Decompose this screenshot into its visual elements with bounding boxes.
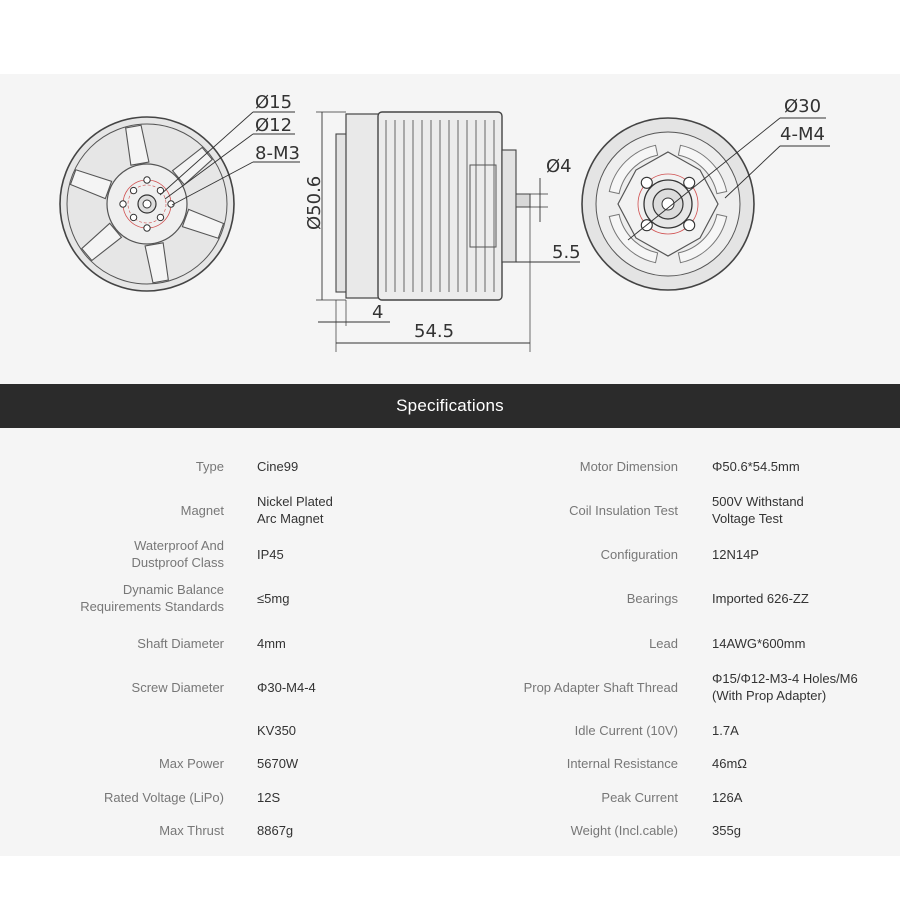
spec-right-value-line: Φ15/Φ12-M3-4 Holes/M6 [712,671,858,686]
spec-left-value-line: Φ30-M4-4 [257,680,316,695]
spec-right-label-line: Bearings [626,591,678,606]
spec-left-label [24,822,224,839]
spec-right-value-line: Imported 626-ZZ [712,591,809,606]
front-dim-2: Ø12 [255,115,293,136]
spec-left-label [24,679,224,696]
spec-right-value-line: 12N14P [712,547,759,562]
spec-left-value-line: Arc Magnet [257,511,324,526]
spec-right-value [712,722,897,739]
spec-left-value-line: 12S [257,790,281,805]
specifications-header [0,384,900,428]
spec-left-value-line: 8867g [257,823,294,838]
rear-dim-2: 4-M4 [780,124,825,145]
spec-left-label-line: Shaft Diameter [137,636,224,651]
side-dim-length: 54.5 [414,321,455,342]
spec-right-label-line: Prop Adapter Shaft Thread [523,680,678,695]
spec-right-label-line: Peak Current [601,790,678,805]
spec-right-label [438,679,678,696]
spec-right-label-line: Coil Insulation Test [569,503,678,518]
spec-right-value [712,546,897,563]
spec-right-label [438,502,678,519]
side-dim-shaft: Ø4 [546,156,572,177]
spec-right-label [438,590,678,607]
front-dim-3: 8-M3 [255,143,300,164]
spec-right-value [712,458,897,475]
side-dim-base: 4 [372,302,384,323]
spec-left-label [24,755,224,772]
spec-left-value [257,493,457,527]
spec-right-value-line: 1.7A [712,723,739,738]
spec-right-label [438,789,678,806]
spec-left-label [24,581,224,615]
page-footer-space [0,856,900,900]
spec-right-value [712,670,897,704]
spec-right-value-line: 355g [712,823,741,838]
spec-left-value [257,722,457,739]
spec-right-value-line: 500V Withstand [712,494,804,509]
spec-right-value-line: 126A [712,790,743,805]
spec-left-value [257,789,457,806]
spec-left-value [257,755,457,772]
specifications-title: Specifications [396,396,504,415]
spec-left-value-line: IP45 [257,547,284,562]
spec-right-value-line: 14AWG*600mm [712,636,806,651]
front-dim-1: Ø15 [255,92,293,113]
technical-drawing [0,74,900,384]
specifications-table [0,428,900,856]
spec-left-label-line: Rated Voltage (LiPo) [104,790,224,805]
spec-right-label-line: Motor Dimension [579,459,678,474]
side-dim-shaft-length: 5.5 [552,242,581,263]
spec-left-label-line: Dynamic Balance [122,582,224,597]
spec-left-label-line: Magnet [180,503,224,518]
spec-right-label-line: Configuration [600,547,678,562]
spec-left-label-line: Requirements Standards [80,599,224,614]
spec-right-value-line: 46mΩ [712,756,748,771]
spec-right-label [438,722,678,739]
spec-right-label [438,635,678,652]
spec-left-value [257,635,457,652]
spec-right-label-line: Lead [649,636,678,651]
spec-left-label [24,458,224,475]
spec-left-label [24,635,224,652]
spec-left-value [257,546,457,563]
spec-left-value-line: KV350 [257,723,297,738]
spec-left-value-line: Nickel Plated [257,494,333,509]
spec-right-label [438,755,678,772]
spec-right-label [438,458,678,475]
spec-right-value-line: Φ50.6*54.5mm [712,459,800,474]
rear-dim-1: Ø30 [784,96,822,117]
spec-left-value [257,679,457,696]
spec-left-value-line: 4mm [257,636,286,651]
spec-right-label-line: Weight (Incl.cable) [570,823,678,838]
spec-right-value [712,789,897,806]
spec-left-label-line: Screw Diameter [131,680,224,695]
spec-left-label [24,502,224,519]
rear-view [582,96,830,290]
spec-left-label-line: Dustproof Class [131,555,224,570]
spec-right-value [712,635,897,652]
spec-right-label-line: Idle Current (10V) [574,723,678,738]
spec-right-label-line: Internal Resistance [566,756,678,771]
spec-right-value-line: Voltage Test [712,511,783,526]
spec-right-value [712,755,897,772]
motor-drawings-svg [0,0,900,384]
spec-right-label [438,822,678,839]
spec-left-label-line: Waterproof And [134,538,224,553]
spec-left-value-line: ≤5mg [257,591,290,606]
front-view [60,92,300,291]
spec-left-label-line: Max Thrust [159,823,224,838]
spec-left-label-line: Max Power [158,756,224,771]
spec-left-value [257,590,457,607]
spec-left-value-line: 5670W [257,756,299,771]
spec-right-value [712,822,897,839]
spec-right-value [712,590,897,607]
spec-left-value [257,822,457,839]
spec-right-value [712,493,897,527]
side-view [304,112,581,352]
spec-left-label [24,537,224,571]
spec-left-label [24,789,224,806]
spec-left-value [257,458,457,475]
spec-right-value-line: (With Prop Adapter) [712,688,827,703]
spec-right-label [438,546,678,563]
side-dim-diameter: Ø50.6 [304,175,325,230]
spec-left-label-line: Type [195,459,224,474]
spec-left-value-line: Cine99 [257,459,299,474]
